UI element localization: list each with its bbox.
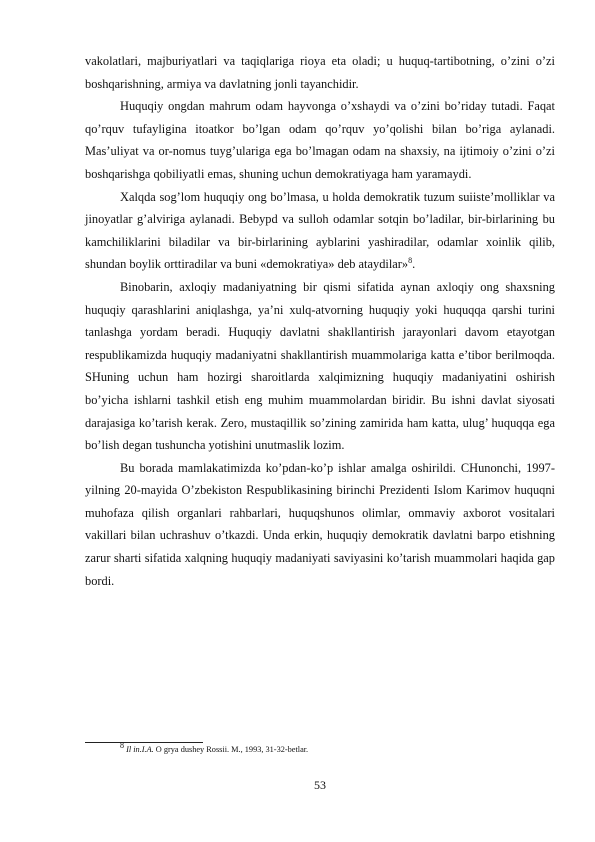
paragraph-4: Binobarin, axloqiy madaniyatning bir qismi sifatida aynan axloqiy ong shaxsning huquqiy qarashlarini aniqlashga, ya’ni xulq-atvorning huquqiy yoki huquqqa qarshi turini tanlashga yordam beradi. Huquqiy davlatni shakllantirish jarayonlari davom etayotgan respublikamizda huquqiy madaniyatni shakllantirish muammolariga katta e’tibor berilmoqda. SHuning uchun ham hozirgi sharoitlarda xalqimizning huquqiy madaniyatini oshirish bo’yicha ishlarni tashkil etish eng muhim muammolardan biridir. Bu ishni davlat siyosati darajasiga ko’tarish kerak. Zero, mustaqillik so’zining zamirida ham katta, ulug’ huquqqa ega bo’lish degan tushuncha yotishini unutmaslik lozim. [85,279,555,453]
footnote [120,741,309,756]
paragraph-3 [85,186,555,276]
footnote-divider [85,742,203,743]
page-number: 53 [314,778,326,792]
page-body [85,50,555,592]
footnote-text: O grya dushey Rossii. M., 1993, 31-32-betlar. [153,745,309,754]
footnote-reference[interactable]: 8 [408,256,413,266]
paragraph-1: vakolatlari, majburiyatlari va taqiqlariga rioya eta oladi; u huquq-tartibotning, o’zini o’zi boshqarishning, armiya va davlatning jonli tayanchidir. [85,54,555,91]
paragraph-5: Bu borada mamlakatimizda ko’pdan-ko’p ishlar amalga oshirildi. CHunonchi, 1997-yilning 20-mayida O’zbekiston Respublikasining birinchi Prezidenti Islom Karimov huquqni muhofaza qilish organlari rahbarlari, huquqshunos olimlar, ommaviy axborot vositalari vakillari bilan uchrashuv o’tkazdi. Unda erkin, huquqiy demokratik davlatni barpo etishning zarur sharti sifatida xalqning huquqiy madaniyati saviyasini ko’tarish muammolari haqida gap bordi. [85,460,555,588]
paragraph-2: Huquqiy ongdan mahrum odam hayvonga o’xshaydi va o’zini bo’riday tutadi. Faqat qo’rquv tufayligina itoatkor bo’lgan odam qo’rquv yo’qolishi bilan bo’riga aylanadi. Mas’uliyat va or-nomus tuyg’ulariga ega bo’lmagan odam na shaxsiy, na ijtimoiy o’zini o’zi boshqarishga qobiliyatli emas, shuning uchun demokratiyaga ham yaramaydi. [85,99,555,181]
paragraph-3-text: Xalqda sog’lom huquqiy ong bo’lmasa, u holda demokratik tuzum suiiste’molliklar va jinoyatlar g’alviriga aylanadi. Bebурd va sulloh odamlar sotqin bo’ladilar, bir-birlarining bu kamchiliklarini biladilar va bir-birlarining ayblarini yashiradilar, odamlar xoinlik qilib, shundan boylik orttiradilar va buni «demokratiya» deb ataydilar» [85,189,555,272]
footnote-number: 8 [120,741,124,751]
footnote-author: Il in.I.A. [126,745,154,754]
footnote-reference-tail: . [412,257,416,272]
